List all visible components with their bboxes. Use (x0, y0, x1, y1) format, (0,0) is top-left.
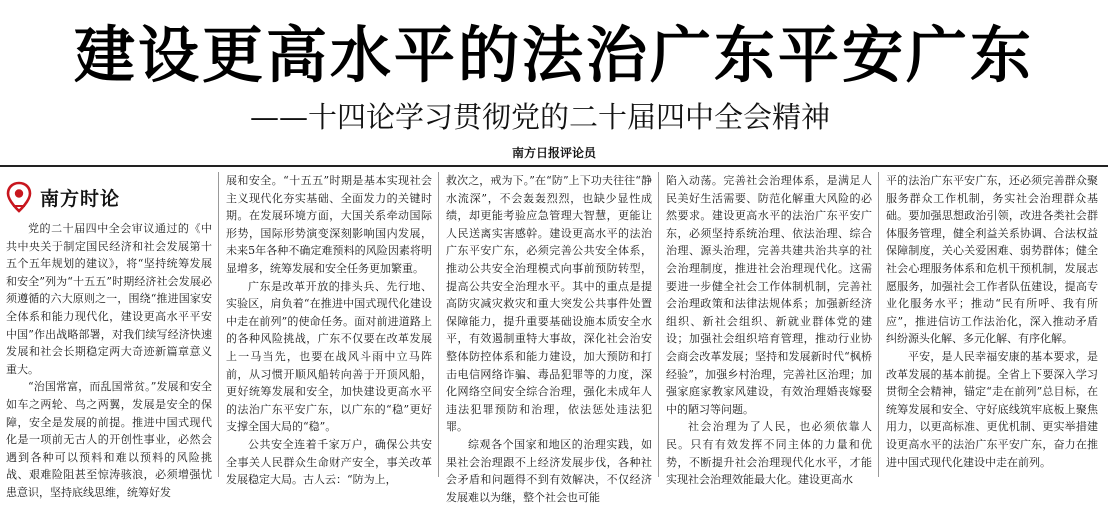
divider (0, 165, 1108, 167)
article-column-2 (226, 172, 432, 487)
paragraph: 党的二十届四中全会审议通过的《中共中央关于制定国民经济和社会发展第十五个五年规划的建议》，将“坚持统筹发展和安全”列为“十五五”时期经济社会发展必须遵循的六大原则之一，围绕“推进国家安全体系和能力现代化，建设更高水平平安中国”作出战略部署，对我们续写经济快速发展和社会长期稳定两大奇迹新篇章意义重大。 (6, 222, 212, 376)
byline: 南方日报评论员 (511, 146, 596, 160)
column-badge-label: 南方时论 (40, 187, 121, 210)
paragraph: 平安，是人民幸福安康的基本要求，是改革发展的基本前提。全省上下要深入学习贯彻全会精神，锚定“走在前列”总目标，在统筹发展和安全、守好底线筑牢底板上聚焦用力，以更高标准、更优机制、更实举措建设更高水平的法治广东平安广东，奋力在推进中国式现代化建设中走在前列。 (886, 349, 1098, 469)
headline: 建设更高水平的法治广东平安广东 (73, 20, 1034, 91)
paragraph: 公共安全连着千家万户，确保公共安全事关人民群众生命财产安全，事关改革发展稳定大局。古人云：“防为上， (226, 437, 432, 487)
article-column-1 (6, 220, 212, 499)
paragraph: 平的法治广东平安广东，还必须完善群众聚服务群众工作机制，务实社会治理群众基础。要加强思想政治引领，改进各类社会群体服务管理，健全利益关系协调、合法权益保障制度，关心关爱困难、弱势群体；健全社会心理服务体系和危机干预机制，发展志愿服务，加强社会工作者队伍建设，提高专业化服务水平；推动“民有所呼、我有所应”，推进信访工作法治化，深入推动矛盾纠纷源头化解、多元化解、有序化解。 (886, 174, 1098, 346)
paragraph: 综观各个国家和地区的治理实践，如果社会治理跟不上经济发展步伐，各种社会矛盾和问题得不到有效解决，不仅经济发展难以为继，整个社会也可能 (446, 437, 652, 504)
subtitle: ——十四论学习贯彻党的二十届四中全会精神 (250, 100, 831, 134)
paragraph: “治国常富，而乱国常贫。”发展和安全如车之两轮、鸟之两翼，发展是安全的保障，安全是发展的前提。推进中国式现代化是一项前无古人的开创性事业，必然会遇到各种可以预料和难以预料的风险挑战、艰难险阻甚至惊涛骇浪，必须增强忧患意识，坚持底线思维，统筹好发 (6, 380, 212, 499)
column-divider (878, 172, 879, 477)
paragraph: 陷入动荡。完善社会治理体系，是满足人民美好生活需要、防范化解重大风险的必然要求。建设更高水平的法治广东平安广东，必须坚持系统治理、依法治理、综合治理、源头治理，完善共建共治共享的社会治理制度，推进社会治理现代化。这需要进一步健全社会工作体制机制，完善社会治理政策和法律法规体系；加强新经济组织、新社会组织、新就业群体党的建设；加强社会组织培育管理，推动行业协会商会改革发展；坚持和发展新时代“枫桥经验”，加强乡村治理，完善社区治理；加强家庭家教家风建设，有效治理婚丧嫁娶中的陋习等问题。 (666, 174, 872, 416)
paragraph: 社会治理为了人民，也必须依靠人民。只有有效发挥不同主体的力量和优势，不断提升社会治理现代化水平，才能实现社会治理效能最大化。建设更高水 (666, 420, 872, 487)
article-column-3 (446, 172, 652, 504)
article-column-5 (886, 172, 1098, 480)
map-pin-icon (6, 182, 32, 212)
column-divider (438, 172, 439, 477)
column-badge (6, 180, 206, 214)
paragraph: 展和安全。“十五五”时期是基本实现社会主义现代化夯实基础、全面发力的关键时期。在发展环境方面，大国关系牵动国际形势，国际形势演变深刻影响国内发展，未来5年各种不确定难预料的风险因素将明显增多，统筹发展和安全任务更加繁重。 (226, 174, 432, 275)
column-divider (658, 172, 659, 477)
article-column-4 (666, 172, 872, 487)
paragraph: 广东是改革开放的排头兵、先行地、实验区，肩负着“在推进中国式现代化建设中走在前列”的使命任务。面对前进道路上的各种风险挑战，广东不仅要在改革发展上一马当先，也要在战风斗雨中立马阵前，从习惯开顺风船转向善于开顶风船，更好统筹发展和安全，加快建设更高水平的法治广东平安广东，以广东的“稳”更好支撑全国大局的“稳”。 (226, 279, 432, 434)
paragraph: 救次之，戒为下。”在“防”上下功夫往往“静水流深”，不会轰轰烈烈，也缺少显性成绩，却更能考验应急管理大智慧，更能让人民送离实害感幹。建设更高水平的法治广东平安广东，必须完善公共安全体系，推动公共安全治理模式向事前预防转型，提高公共安全治理水平。其中的重点是提高防灾减灾救灾和重大突发公共事件处置保障能力，提升重要基础设施本质安全水平，有效遏制重特大事故，深化社会治安整体防控体系和能力建设，加大预防和打击电信网络诈骗、毒品犯罪等的力度，深化网络空间安全综合治理，强化未成年人违法犯罪预防和治理，依法惩处违法犯罪。 (446, 174, 652, 434)
column-divider (218, 172, 219, 477)
